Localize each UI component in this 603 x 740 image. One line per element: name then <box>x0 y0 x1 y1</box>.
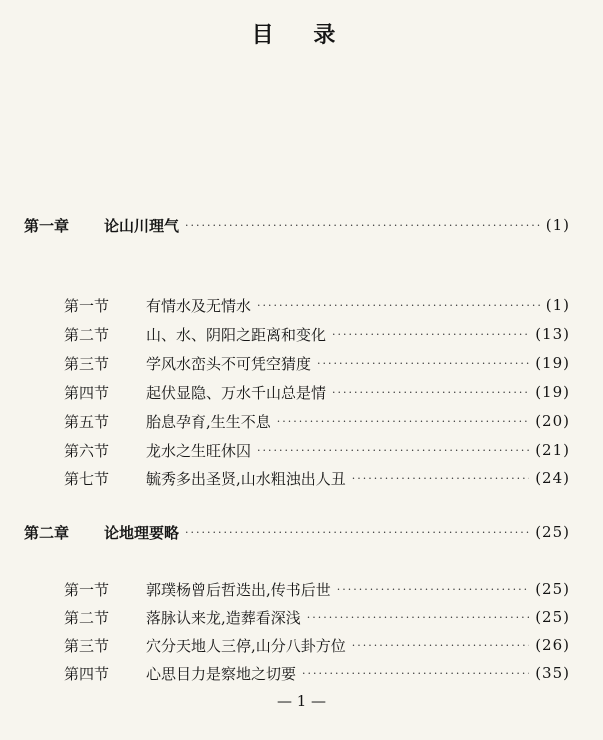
section-page: (25) <box>535 608 570 626</box>
section-title: 穴分天地人三停,山分八卦方位 <box>146 636 346 655</box>
section-number: 第四节 <box>64 383 110 402</box>
section-page: (24) <box>535 469 570 487</box>
leader-dots <box>352 472 529 485</box>
section-entry <box>64 605 570 629</box>
section-entry <box>64 380 570 404</box>
section-title: 郭璞杨曾后哲迭出,传书后世 <box>146 580 331 599</box>
section-title: 学风水峦头不可凭空猜度 <box>146 354 312 373</box>
chapter-1-entry <box>24 213 570 237</box>
section-number: 第三节 <box>64 354 110 373</box>
section-title: 起伏显隐、万水千山总是情 <box>146 383 327 402</box>
leader-dots <box>332 386 529 399</box>
section-page: (19) <box>535 354 570 372</box>
section-page: (1) <box>545 296 570 314</box>
chapter-page: (25) <box>535 523 570 541</box>
chapter-page: (1) <box>545 216 570 234</box>
section-page: (21) <box>535 441 570 459</box>
chapter-number: 第二章 <box>24 523 70 542</box>
section-entry <box>64 438 570 462</box>
section-entry <box>64 577 570 601</box>
section-entry <box>64 661 570 685</box>
section-title: 落脉认来龙,造葬看深浅 <box>146 608 301 627</box>
section-entry <box>64 633 570 657</box>
section-page: (13) <box>535 325 570 343</box>
leader-dots <box>257 299 540 312</box>
section-entry <box>64 466 570 490</box>
section-number: 第三节 <box>64 636 110 655</box>
section-number: 第七节 <box>64 469 110 488</box>
section-page: (35) <box>535 664 570 682</box>
leader-dots <box>332 328 529 341</box>
section-title: 胎息孕育,生生不息 <box>146 412 271 431</box>
leader-dots <box>352 639 529 652</box>
section-entry <box>64 351 570 375</box>
section-number: 第五节 <box>64 412 110 431</box>
section-title: 有情水及无情水 <box>146 296 252 315</box>
section-entry <box>64 293 570 317</box>
section-entry <box>64 409 570 433</box>
section-number: 第二节 <box>64 608 110 627</box>
section-number: 第一节 <box>64 296 110 315</box>
leader-dots <box>307 611 529 624</box>
section-title: 龙水之生旺休囚 <box>146 441 252 460</box>
section-page: (26) <box>535 636 570 654</box>
leader-dots <box>277 415 529 428</box>
section-entry <box>64 322 570 346</box>
section-title: 心思目力是察地之切要 <box>146 664 297 683</box>
chapter-title: 论地理要略 <box>104 523 180 542</box>
leader-dots <box>257 444 529 457</box>
section-page: (20) <box>535 412 570 430</box>
page-number: — 1 — <box>276 692 327 710</box>
leader-dots <box>185 219 540 232</box>
chapter-number: 第一章 <box>24 216 70 235</box>
leader-dots <box>317 357 529 370</box>
section-number: 第六节 <box>64 441 110 460</box>
section-page: (25) <box>535 580 570 598</box>
section-title: 毓秀多出圣贤,山水粗浊出人丑 <box>146 469 346 488</box>
section-title: 山、水、阴阳之距离和变化 <box>146 325 327 344</box>
chapter-2-entry <box>24 520 570 544</box>
leader-dots <box>185 526 529 539</box>
leader-dots <box>302 667 529 680</box>
page-title: 目 录 <box>251 22 352 48</box>
section-number: 第四节 <box>64 664 110 683</box>
section-page: (19) <box>535 383 570 401</box>
section-number: 第一节 <box>64 580 110 599</box>
chapter-title: 论山川理气 <box>104 216 180 235</box>
section-number: 第二节 <box>64 325 110 344</box>
leader-dots <box>337 583 529 596</box>
